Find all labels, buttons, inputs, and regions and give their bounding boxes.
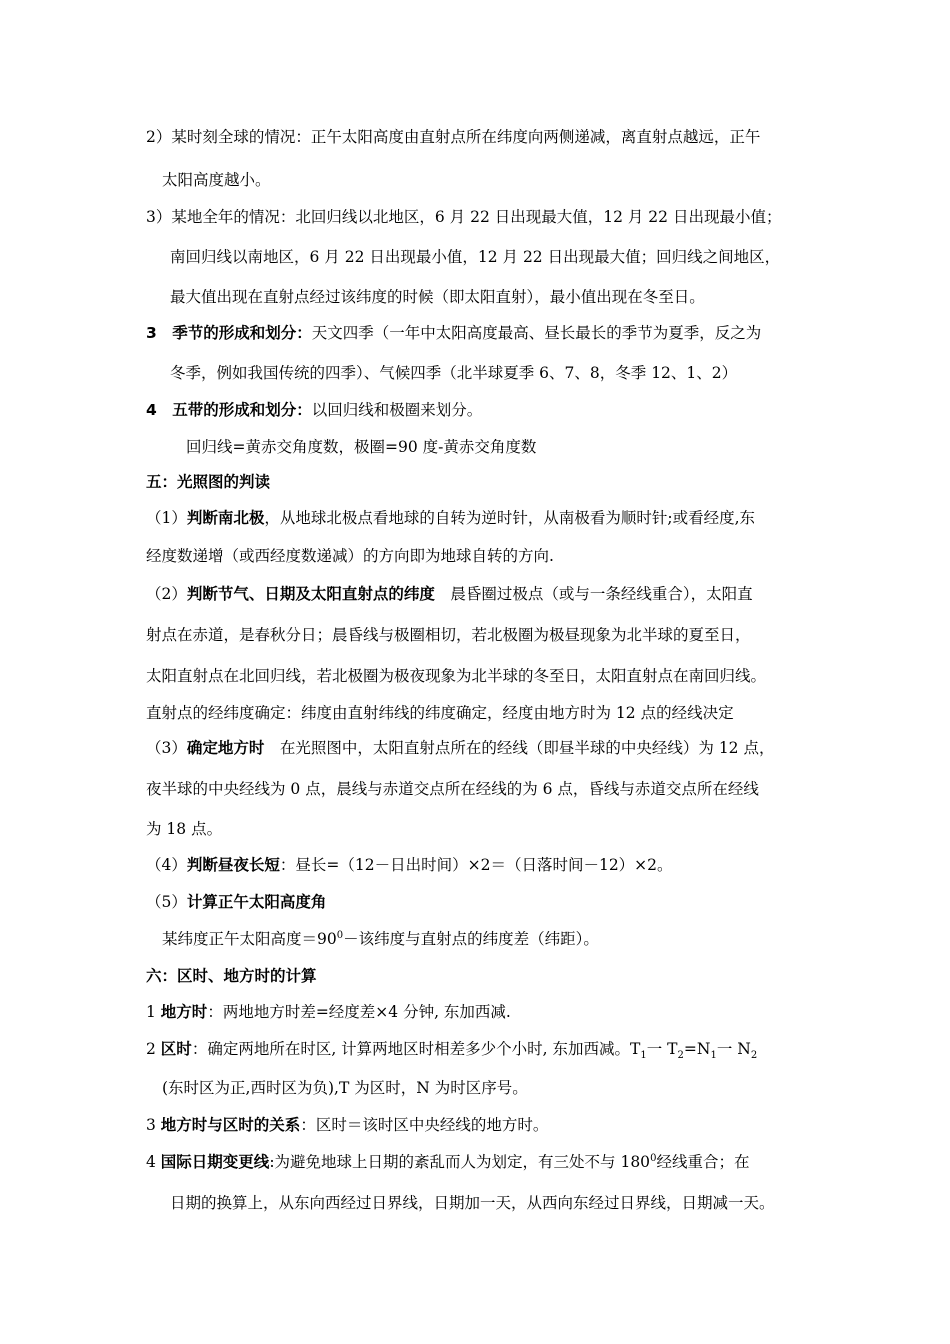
p5-formula-a: 某纬度正午太阳高度＝90 (162, 930, 337, 948)
section5-p1-line1 (146, 508, 755, 528)
section5-p5-line2 (162, 929, 599, 949)
section5-p2-line3: 太阳直射点在北回归线，若北极圈为极夜现象为北半球的冬至日，太阳直射点在南回归线。 (146, 667, 767, 685)
item4-bold: 国际日期变更线 (160, 1153, 270, 1171)
p4-prefix: （4） (146, 856, 187, 874)
item3-rest: ：区时＝该时区中央经线的地方时。 (300, 1116, 549, 1134)
p3-rest: 在光照图中，太阳直射点所在的经线（即昼半球的中央经线）为 12 点， (264, 739, 775, 757)
p1-rest: ，从地球北极点看地球的自转为逆时针，从南极看为顺时针;或看经度,东 (264, 509, 756, 527)
p5-bold: 计算正午太阳高度角 (186, 893, 327, 911)
item4-rest-b: 经线重合；在 (656, 1153, 750, 1171)
p4-rest: ：昼长=（12－日出时间）×2＝（日落时间－12）×2。 (279, 856, 673, 874)
item4-rest-a: :为避免地球上日期的紊乱而人为划定，有三处不与 180 (269, 1153, 651, 1171)
item3-num: 3 (146, 1116, 161, 1134)
p4-bold: 判断昼夜长短 (186, 856, 280, 874)
p2-prefix: （2） (146, 585, 187, 603)
zones-label: 4 五带的形成和划分： (146, 401, 312, 419)
p3-prefix: （3） (146, 739, 187, 757)
item2-mid2: =N (683, 1040, 711, 1058)
zones-line1-text: 以回归线和极圈来划分。 (311, 401, 483, 419)
sun-height-item2-line2: 太阳高度越小。 (162, 171, 271, 189)
item2-mid1: 一 T (646, 1040, 678, 1058)
item1-num: 1 (146, 1003, 161, 1021)
item1-bold: 地方时 (160, 1003, 208, 1021)
p3-bold: 确定地方时 (186, 739, 265, 757)
n2-subscript: 2 (750, 1050, 758, 1062)
sun-height-item3-line2: 南回归线以南地区，6 月 22 日出现最小值，12 月 22 日出现最大值；回归线之间地区， (170, 248, 781, 266)
section6-item2-line1 (146, 1039, 758, 1062)
item3-bold: 地方时与区时的关系 (160, 1116, 301, 1134)
zones-line1 (146, 400, 482, 420)
t2-subscript: 2 (677, 1050, 684, 1062)
section5-p3-line1 (146, 738, 774, 758)
section5-p5-line1 (146, 892, 326, 912)
p5-formula-b: －该纬度与直射点的纬度差（纬距）。 (343, 930, 599, 948)
seasons-line1 (146, 323, 761, 343)
section5-p2-line1 (146, 584, 753, 604)
section6-item3 (146, 1115, 548, 1135)
degree-superscript-180: 0 (650, 1152, 657, 1164)
p2-rest: 晨昏圈过极点（或与一条经线重合），太阳直 (434, 585, 753, 603)
section5-p4 (146, 855, 673, 875)
n1-subscript: 1 (710, 1050, 717, 1062)
section6-item1 (146, 1002, 511, 1022)
seasons-line2: 冬季，例如我国传统的四季）、气候四季（北半球夏季 6、7、8，冬季 12、1、2） (170, 364, 738, 382)
section5-p3-line2: 夜半球的中央经线为 0 点，晨线与赤道交点所在经线的为 6 点，昏线与赤道交点所在经线 (146, 780, 759, 798)
zones-line2: 回归线=黄赤交角度数，极圈=90 度-黄赤交角度数 (186, 438, 537, 456)
section5-p3-line3: 为 18 点。 (146, 820, 223, 838)
p2-bold: 判断节气、日期及太阳直射点的纬度 (186, 585, 435, 603)
seasons-line1-text: 天文四季（一年中太阳高度最高、昼长最长的季节为夏季，反之为 (311, 324, 762, 342)
section5-p1-line2: 经度数递增（或西经度数递减）的方向即为地球自转的方向. (146, 547, 554, 565)
item2-rest: ：确定两地所在时区, 计算两地区时相差多少个小时, 东加西减。T (191, 1040, 641, 1058)
item2-mid3: 一 N (716, 1040, 751, 1058)
section5-p2-line4: 直射点的经纬度确定：纬度由直射纬线的纬度确定，经度由地方时为 12 点的经线决定 (146, 704, 734, 722)
section6-item4-line2: 日期的换算上，从东向西经过日界线，日期加一天，从西向东经过日界线，日期减一天。 (170, 1194, 775, 1212)
section6-item2-line2: (东时区为正,西时区为负),T 为区时，N 为时区序号。 (162, 1079, 528, 1097)
p1-prefix: （1） (146, 509, 187, 527)
degree-superscript: 0 (336, 929, 344, 941)
item1-rest: ：两地地方时差=经度差×4 分钟, 东加西减. (207, 1003, 511, 1021)
sun-height-item2-line1: 2）某时刻全球的情况：正午太阳高度由直射点所在纬度向两侧递减，离直射点越远，正午 (146, 128, 761, 146)
seasons-label: 3 季节的形成和划分： (146, 324, 312, 342)
p5-prefix: （5） (146, 893, 187, 911)
sun-height-item3-line3: 最大值出现在直射点经过该纬度的时候（即太阳直射），最小值出现在冬至日。 (170, 288, 705, 306)
section6-heading: 六：区时、地方时的计算 (146, 967, 317, 985)
p1-bold: 判断南北极 (186, 509, 265, 527)
t1-subscript: 1 (640, 1050, 647, 1062)
sun-height-item3-line1: 3）某地全年的情况：北回归线以北地区，6 月 22 日出现最大值，12 月 22 日出现最小值； (146, 208, 782, 226)
item2-num: 2 (146, 1040, 161, 1058)
section5-heading: 五：光照图的判读 (146, 473, 271, 491)
item4-num: 4 (146, 1153, 161, 1171)
item2-bold: 区时 (160, 1040, 192, 1058)
section6-item4-line1 (146, 1152, 749, 1172)
section5-p2-line2: 射点在赤道，是春秋分日；晨昏线与极圈相切，若北极圈为极昼现象为北半球的夏至日， (146, 626, 751, 644)
